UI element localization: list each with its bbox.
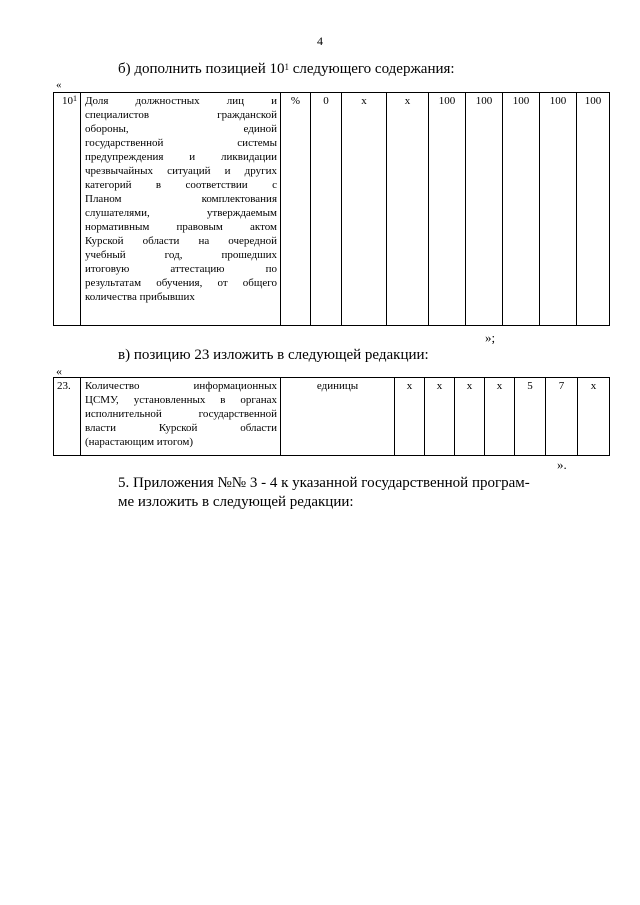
description-line: государственной системы (85, 137, 277, 149)
section-b-open-quote: « (56, 79, 62, 91)
row-number-main: 10 (62, 95, 73, 107)
row-number: 23. (54, 378, 81, 456)
section-b-intro (118, 60, 455, 79)
description-line: специалистов гражданской (85, 109, 277, 121)
description-line: Доля должностных лиц и (85, 95, 277, 107)
description-line: категорий в соответствии с (85, 179, 277, 191)
page-number: 4 (317, 34, 323, 48)
description-line: Курской области на очередной (85, 235, 277, 247)
description-line: нормативным правовым актом (85, 221, 277, 233)
section-b-intro-suffix: следующего содержания: (289, 61, 455, 77)
table-row (54, 378, 610, 456)
value-cell: 0 (311, 93, 342, 326)
description-line: предупреждения и ликвидации (85, 151, 277, 163)
description-line: ЦСМУ, установленных в органах (85, 394, 277, 406)
section-5-line-2: ме изложить в следующей редакции: (118, 494, 354, 510)
row-number (54, 93, 81, 326)
value-cell: 7 (546, 378, 578, 456)
value-cell: 5 (515, 378, 546, 456)
value-cell: х (425, 378, 455, 456)
row-description (81, 93, 281, 326)
description-line: результатам обучения, от общего (85, 277, 277, 289)
description-line: учебный год, прошедших (85, 249, 277, 261)
row-description (81, 378, 281, 456)
section-v-close-quote: ». (557, 457, 567, 472)
description-line: исполнительной государственной (85, 408, 277, 420)
section-b-table (53, 92, 610, 326)
description-line: итоговую аттестацию по (85, 263, 277, 275)
section-5-line-1: 5. Приложения №№ 3 - 4 к указанной государственной програм- (118, 475, 530, 491)
section-b-intro-sup: 1 (284, 62, 289, 72)
value-cell: х (485, 378, 515, 456)
description-line: чрезвычайных ситуаций и других (85, 165, 277, 177)
section-b-intro-prefix: б) дополнить позицией 10 (118, 61, 285, 77)
value-cell: х (395, 378, 425, 456)
description-line: Количество информационных (85, 380, 277, 392)
description-line: количества прибывших (85, 291, 195, 303)
section-v-intro: в) позицию 23 изложить в следующей редакции: (118, 347, 429, 363)
table-row (54, 93, 610, 326)
value-cell: 100 (540, 93, 577, 326)
row-number-sup: 1 (73, 94, 77, 103)
description-line: Планом комплектования (85, 193, 277, 205)
value-cell: х (387, 93, 429, 326)
unit-cell: % (281, 93, 311, 326)
section-v-open-quote: « (56, 364, 62, 378)
value-cell: 100 (503, 93, 540, 326)
section-v-table (53, 377, 610, 456)
value-cell: х (578, 378, 610, 456)
section-b-close-quote: »; (485, 330, 496, 345)
value-cell: 100 (577, 93, 610, 326)
value-cell: 100 (466, 93, 503, 326)
unit-cell: единицы (281, 378, 395, 456)
value-cell: 100 (429, 93, 466, 326)
value-cell: х (455, 378, 485, 456)
description-line: (нарастающим итогом) (85, 436, 194, 448)
description-line: власти Курской области (85, 422, 277, 434)
value-cell: х (342, 93, 387, 326)
description-line: обороны, единой (85, 123, 277, 135)
description-line: слушателями, утверждаемым (85, 207, 277, 219)
